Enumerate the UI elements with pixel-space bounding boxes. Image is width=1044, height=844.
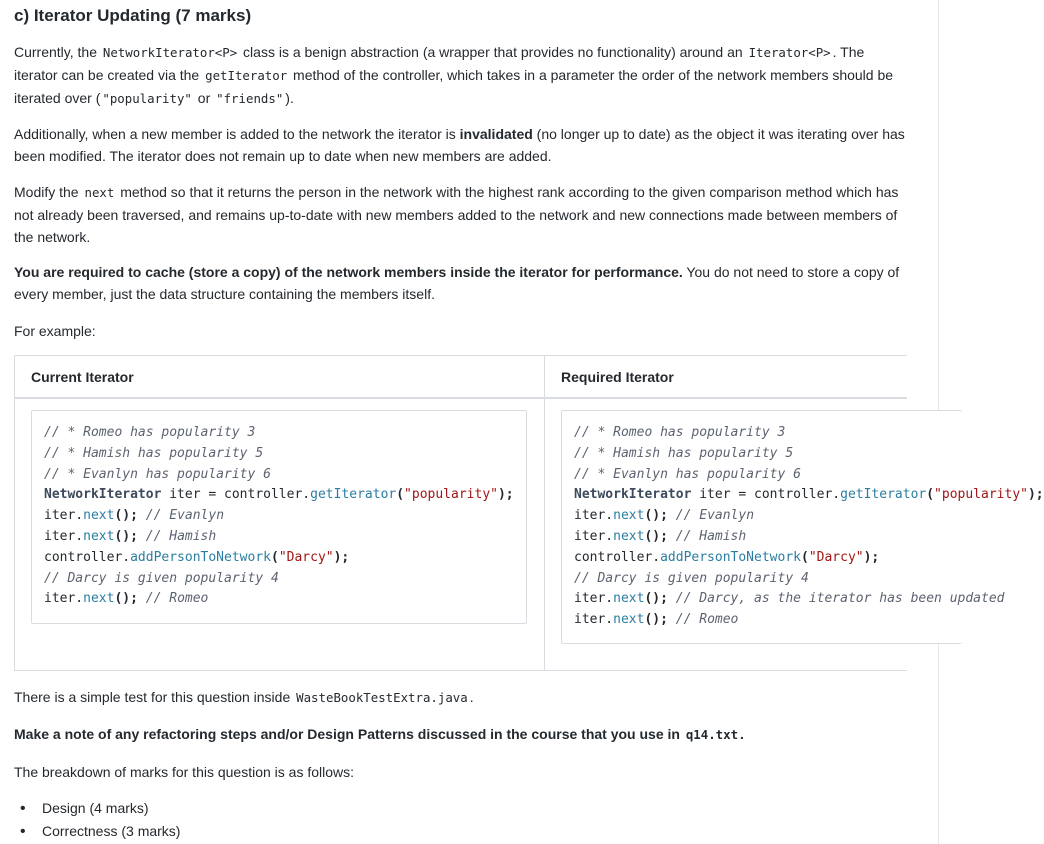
invalidation-paragraph: Additionally, when a new member is added to the network the iterator is invalidated (no longer up to date) as the object it was iterating over has been modified. The iterator does not remain up to date when new members are added.	[14, 126, 905, 164]
task-paragraph: Modify the next method so that it returns the person in the network with the highest rank according to the given comparison method which has not already been traversed, and remains up-to-date with new members added to the network and new connections made between members of the network.	[14, 184, 899, 245]
note-paragraph: Make a note of any refactoring steps and/or Design Patterns discussed in the course that you use in q14.txt .	[14, 726, 744, 742]
inline-code: q14.txt	[685, 727, 739, 742]
comparison-table	[14, 355, 1044, 671]
current-iterator-header: Current Iterator	[15, 356, 544, 399]
required-iterator-code-block	[561, 410, 1044, 644]
intro-paragraph: Currently, the NetworkIterator<P> class is a benign abstraction (a wrapper that provides no functionality) around an Iterator<P> . The iterator can be created via the getIterator method of the controller, which takes in a parameter the order of the network members should be iterated over ( "popularity" or "friends" ).	[14, 44, 894, 106]
code-text: // * Romeo has popularity 3 // * Hamish has popularity 5 // * Evanlyn has popularity 6 NetworkIterator iter = controller.getIterator("popularity"); iter.next(); // Evanlyn iter.next(); // Hamish controller.addPersonToNetwork("Darcy"); // Darcy is given popularity 4 iter.next(); // Romeo	[44, 425, 514, 607]
inline-code: next	[84, 185, 115, 200]
inline-code: "friends"	[216, 91, 284, 106]
inline-code: getIterator	[205, 68, 288, 83]
list-item: • Correctness (3 marks)	[14, 820, 180, 843]
example-label: For example:	[14, 323, 96, 339]
required-iterator-header: Required Iterator	[545, 356, 907, 399]
inline-code: NetworkIterator<P>	[102, 45, 238, 60]
inline-code: Iterator<P>	[748, 45, 831, 60]
marks-list	[14, 797, 180, 843]
inline-code: "popularity"	[102, 91, 192, 106]
current-iterator-column	[15, 356, 545, 670]
required-iterator-column	[545, 356, 1044, 670]
code-text: // * Romeo has popularity 3 // * Hamish has popularity 5 // * Evanlyn has popularity 6 NetworkIterator iter = controller.getIterator("popularity"); iter.next(); // Evanlyn iter.next(); // Hamish controller.addPersonToNetwork("Darcy"); // Darcy is given popularity 4 iter.next(); // Darcy, as the iterator has been updated iter.next(); // Romeo	[574, 425, 1044, 628]
cache-paragraph: You are required to cache (store a copy) of the network members inside the iterator for performance. You do not need to store a copy of every member, just the data structure containing the members itself.	[14, 264, 900, 302]
inline-code: WasteBookTestExtra.java	[296, 690, 468, 705]
section-heading: c) Iterator Updating (7 marks)	[14, 6, 252, 25]
current-iterator-code-block	[31, 410, 527, 624]
list-item: • Design (4 marks)	[14, 797, 180, 820]
marks-intro: The breakdown of marks for this question is as follows:	[14, 764, 355, 780]
test-file-paragraph: There is a simple test for this question inside WasteBookTestExtra.java .	[14, 689, 474, 705]
